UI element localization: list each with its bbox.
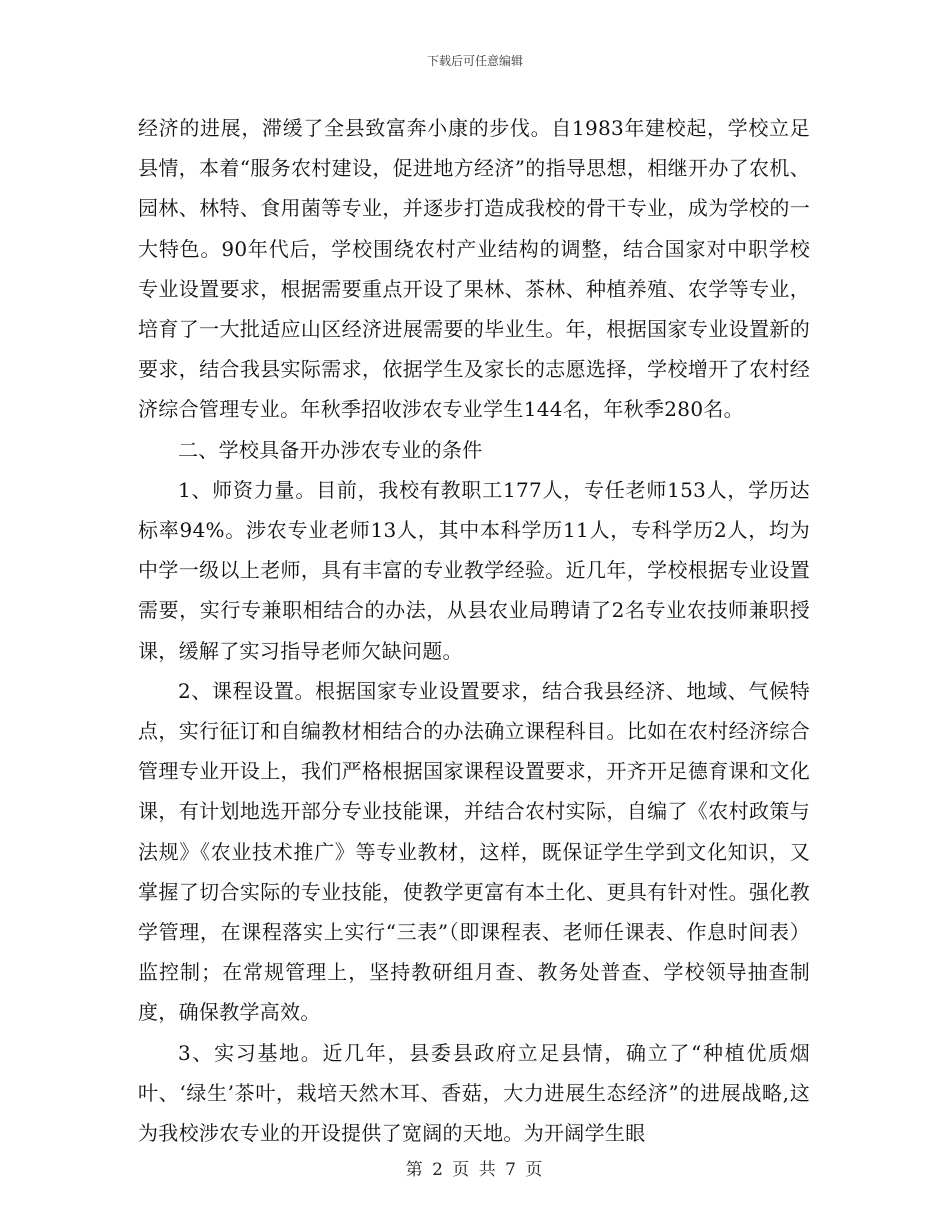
section-heading-conditions: 二、学校具备开办涉农专业的条件	[178, 437, 483, 462]
document-body	[138, 108, 810, 1153]
paragraph-continuation: 经济的进展，滞缓了全县致富奔小康的步伐。自1983年建校起，学校立足县情，本着“服务农村建设，促进地方经济”的指导思想，相继开办了农机、园林、林特、食用菌等专业，并逐步打造成我校的骨干专业，成为学校的一大特色。90年代后，学校围绕农村产业结构的调整，结合国家对中职学校专业设置要求，根据需要重点开设了果林、茶林、种植养殖、农学等专业，培育了一大批适应山区经济进展需要的毕业生。年，根据国家专业设置新的要求，结合我县实际需求，依据学生及家长的志愿选择，学校增开了农村经济综合管理专业。年秋季招收涉农专业学生144名，年秋季280名。	[138, 116, 810, 422]
page-header-note: 下载后可任意编辑	[426, 54, 523, 68]
paragraph-curriculum: 2、课程设置。根据国家专业设置要求，结合我县经济、地域、气候特点，实行征订和自编教材相结合的办法确立课程科目。比如在农村经济综合管理专业开设上，我们严格根据国家课程设置要求，开齐开足德育课和文化课，有计划地选开部分专业技能课，并结合农村实际，自编了《农村政策与法规》《农业技术推广》等专业教材，这样，既保证学生学到文化知识，又掌握了切合实际的专业技能，使教学更富有本土化、更具有针对性。强化教学管理，在课程落实上实行“三表”（即课程表、老师任课表、作息时间表）监控制；在常规管理上，坚持教研组月查、教务处普查、学校领导抽查制度，确保教学高效。	[138, 678, 810, 1025]
paragraph-teaching-staff: 1、师资力量。目前，我校有教职工177人，专任老师153人，学历达标率94%。涉农专业老师13人，其中本科学历11人，专科学历2人，均为中学一级以上老师，具有丰富的专业教学经验。近几年，学校根据专业设置需要，实行专兼职相结合的办法，从县农业局聘请了2名专业农技师兼职授课，缓解了实习指导老师欠缺问题。	[138, 477, 810, 663]
paragraph-practice-base: 3、实习基地。近几年，县委县政府立足县情，确立了“种植优质烟叶、‘绿生’茶叶，栽培天然木耳、香菇，大力进展生态经济”的进展战略,这为我校涉农专业的开设提供了宽阔的天地。为开阔学生眼	[138, 1040, 810, 1146]
page-number-footer: 第 2 页 共 7 页	[405, 1160, 545, 1180]
